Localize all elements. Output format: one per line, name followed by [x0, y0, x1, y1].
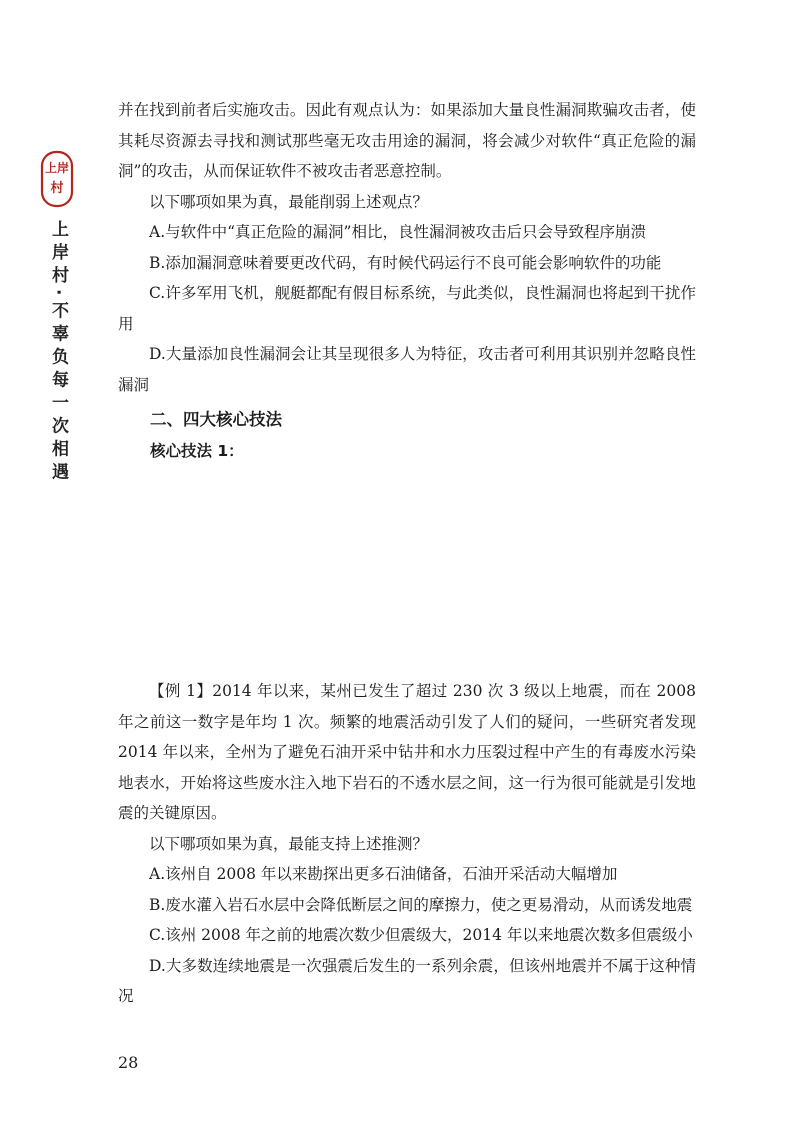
- example-paragraph: 【例 1】2014 年以来，某州已发生了超过 230 次 3 级以上地震，而在 2008 年之前这一数字是年均 1 次。频繁的地震活动引发了人们的疑问，一些研究者发现 2014 年以来，全州为了避免石油开采中钻井和水力压裂过程中产生的有毒废水污染地表水，开始将这些废水注入地下岩石的不透水层之间，这一行为很可能就是引发地震的关键原因。: [118, 682, 696, 822]
- option-a: A.该州自 2008 年以来勘探出更多石油储备，石油开采活动大幅增加: [149, 865, 618, 883]
- sidebar-slogan: 上岸村·不辜负每一次相遇: [48, 220, 68, 486]
- question-block-2: [118, 676, 696, 1012]
- option-d: D.大多数连续地震是一次强震后发生的一系列余震，但该州地震并不属于这种情况: [118, 956, 696, 1005]
- question-prompt: 以下哪项如果为真，最能削弱上述观点？: [149, 192, 429, 211]
- option-d: D.大量添加良性漏洞会让其呈现很多人为特征，攻击者可利用其识别并忽略良性漏洞: [118, 345, 696, 394]
- option-b: B.废水灌入岩石水层中会降低断层之间的摩擦力，使之更易滑动，从而诱发地震: [149, 895, 693, 914]
- sidebar-brand: [40, 150, 76, 485]
- option-c: C.许多军用飞机，舰艇都配有假目标系统，与此类似，良性漏洞也将起到干扰作用: [118, 284, 696, 333]
- question-block-1: [118, 95, 696, 400]
- option-b: B.添加漏洞意味着要更改代码，有时候代码运行不良可能会影响软件的功能: [149, 253, 662, 272]
- option-c: C.该州 2008 年之前的地震次数少但震级大，2014 年以来地震次数多但震级小: [149, 926, 693, 944]
- svg-text:上岸: 上岸: [44, 161, 70, 175]
- page-number: 28: [118, 1053, 139, 1072]
- option-a: A.与软件中“真正危险的漏洞”相比，良性漏洞被攻击后只会导致程序崩溃: [149, 223, 646, 241]
- svg-text:村: 村: [50, 181, 64, 196]
- section-heading: 二、四大核心技法: [150, 410, 282, 429]
- question-prompt: 以下哪项如果为真，最能支持上述推测？: [149, 834, 429, 853]
- paragraph-continuation: 并在找到前者后实施攻击。因此有观点认为：如果添加大量良性漏洞欺骗攻击者，使其耗尽资源去寻找和测试那些毫无攻击用途的漏洞，将会减少对软件“真正危险的漏洞”的攻击，从而保证软件不被攻击者恶意控制。: [118, 101, 696, 180]
- seal-logo: [40, 150, 74, 208]
- subsection-heading: 核心技法 1：: [150, 442, 244, 460]
